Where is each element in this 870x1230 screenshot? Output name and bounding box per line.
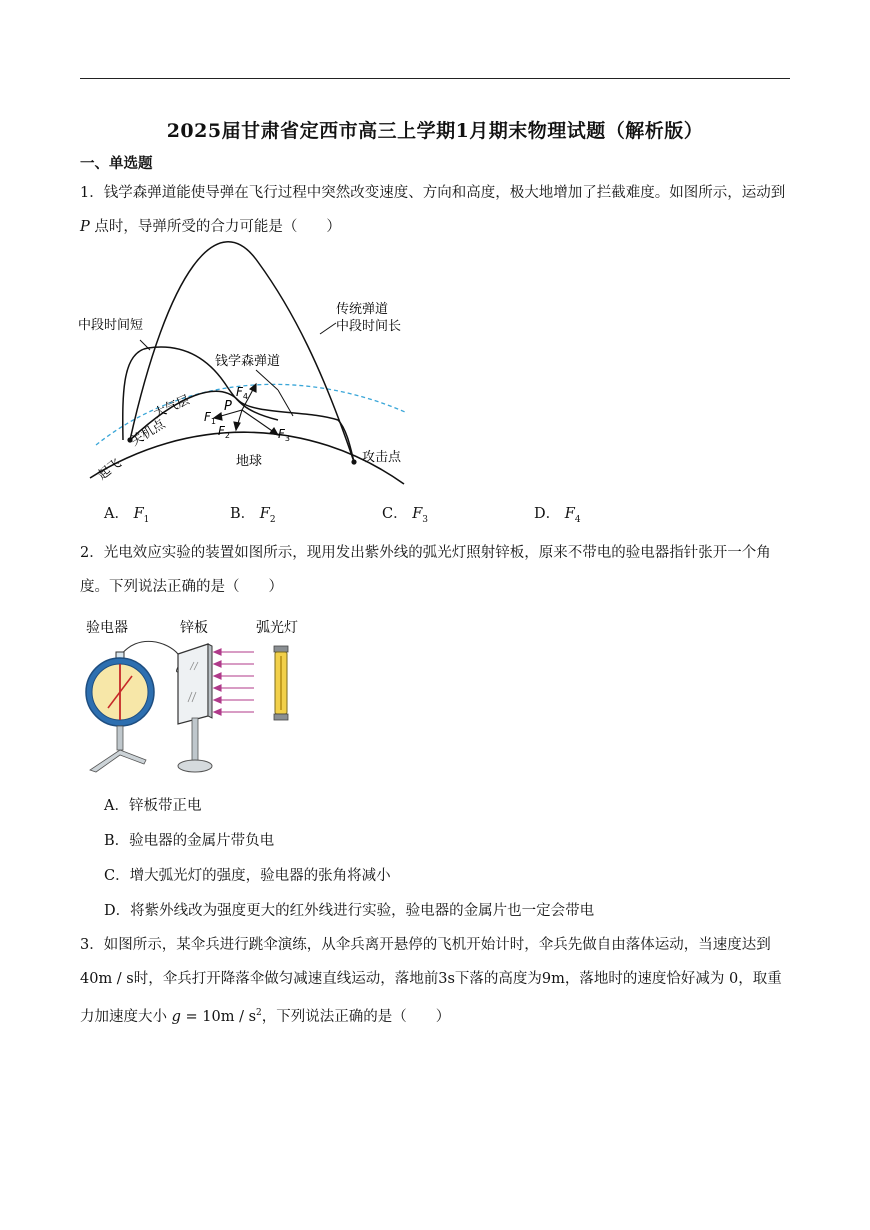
- q1-option-a[interactable]: A． $F_1$: [104, 506, 150, 525]
- arc-lamp: [274, 646, 288, 720]
- q1-point: P: [80, 219, 90, 235]
- q3-height: 9m: [541, 971, 565, 987]
- attack-point: [351, 459, 356, 464]
- label-attack-point: 攻击点: [362, 450, 402, 465]
- question-3-stem: 3．如图所示，某伞兵进行跳伞演练，从伞兵离开悬停的飞机开始计时，伞兵先做自由落体运动，当速度达到40m / s时，伞兵打开降落伞做匀减速直线运动，落地前3s下落的高度为9m，落地时的速度恰好减为 0，取重力加速度大小 $g = 10m / s^2$，下列说法正确的是（ ）: [80, 937, 782, 1025]
- q2-option-b[interactable]: B．验电器的金属片带负电: [104, 833, 275, 849]
- q3-speed: 40m / s: [80, 971, 134, 987]
- label-traditional-2: 中段时间长: [336, 319, 402, 334]
- q2-option-d[interactable]: D．将紫外线改为强度更大的红外线进行实验，验电器的金属片也一定会带电: [104, 903, 595, 919]
- label-short-midcourse: 中段时间短: [78, 318, 144, 333]
- label-qian-trajectory: 钱学森弹道: [215, 354, 281, 369]
- q1-options: [104, 502, 704, 532]
- uv-rays: [214, 649, 254, 715]
- label-F4: $F_4$: [236, 385, 248, 401]
- q1-option-c[interactable]: C． $F_3$: [382, 506, 429, 525]
- zinc-plate: [178, 644, 212, 772]
- electroscope: [86, 652, 154, 772]
- page-title: 2025届甘肃省定西市高三上学期1月期末物理试题（解析版）: [166, 120, 704, 142]
- q2-option-c[interactable]: C．增大弧光灯的强度，验电器的张角将减小: [104, 868, 391, 884]
- q1-text-b: 点时，导弹所受的合力可能是（ ）: [94, 219, 341, 235]
- label-F2: $F_2$: [218, 424, 230, 440]
- q1-trajectory-figure: [78, 240, 418, 492]
- label-traditional-1: 传统弹道: [336, 302, 389, 317]
- label-F3: $F_3$: [278, 427, 290, 443]
- label-zinc-plate: 锌板: [180, 620, 208, 636]
- q3-time: 3s: [438, 971, 455, 987]
- q1-option-d[interactable]: D． $F_4$: [534, 506, 581, 525]
- question-2-stem: 2．光电效应实验的装置如图所示，现用发出紫外线的弧光灯照射锌板，原来不带电的验电器指针张开一个角度。下列说法正确的是（ ）: [80, 545, 771, 595]
- label-arc-lamp: 弧光灯: [256, 620, 298, 636]
- q1-option-b[interactable]: B． $F_2$: [230, 506, 276, 525]
- question-1-stem: [80, 176, 792, 244]
- header-rule: [80, 78, 790, 79]
- label-electroscope: 验电器: [86, 620, 128, 636]
- label-earth: 地球: [236, 454, 263, 469]
- q2-option-a[interactable]: A．锌板带正电: [104, 798, 202, 814]
- q1-text-a: 1．钱学森弹道能使导弹在飞行过程中突然改变速度、方向和高度，极大地增加了拦截难度。如图所示，运动到: [80, 185, 786, 201]
- q2-photoelectric-figure: [78, 612, 318, 780]
- label-takeoff: 起飞: [94, 455, 124, 483]
- label-atmosphere: 大气层: [151, 391, 192, 421]
- label-F1: $F_1$: [204, 410, 216, 426]
- label-cutoff-point: 关机点: [127, 415, 168, 449]
- q3-g-symbol: g: [171, 1008, 181, 1025]
- label-P: P: [224, 399, 232, 414]
- section-heading: 一、单选题: [80, 155, 153, 172]
